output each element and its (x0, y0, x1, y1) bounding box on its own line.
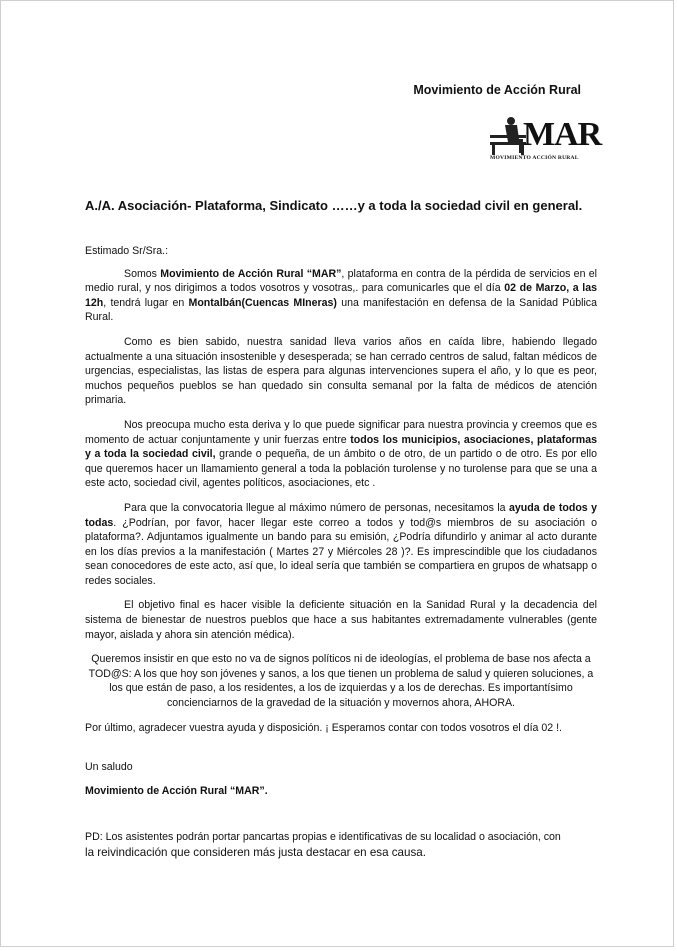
paragraph-2: Como es bien sabido, nuestra sanidad lleva varios años en caída libre, habiendo llegado actualmente a una situación insostenible y desesperada; se han cerrado centros de salud, faltan médicos de urgencias, especialistas, las listas de espera para algunas intervenciones supera el año, y lo que es peor, muchos pequeños pueblos se han quedado sin consulta semanal por la falta de médicos de atención primaria. (85, 335, 597, 407)
bold-run: Movimiento de Acción Rural “MAR” (160, 267, 342, 280)
paragraph-6: Queremos insistir en que esto no va de signos políticos ni de ideologías, el problema de base nos afecta a TOD@S: A los que hoy son jóvenes y sanos, a los que tienen un problema de salud y quieren soluciones, a los que están de paso, a los residentes, a los de izquierdas y a los de derechas. Es importantísimo concienciarnos de la gravedad de la situación y movernos ahora, AHORA. (88, 653, 594, 710)
closing-signature: Movimiento de Acción Rural “MAR”. (85, 785, 268, 797)
header-org-name: Movimiento de Acción Rural (413, 83, 581, 97)
text-run: Para que la convocatoria llegue al máximo número de personas, necesitamos la (124, 501, 510, 514)
bold-run: ayuda de todos y todas (85, 501, 597, 529)
postscript-line-1: PD: Los asistentes podrán portar pancartas propias e identificativas de su localidad o asociación, con (85, 831, 561, 843)
bold-run: todos los municipios, asociaciones, plataformas y a toda la sociedad civil, (85, 433, 597, 461)
bold-run: 02 de Marzo, a las 12h (85, 282, 597, 309)
text-run: , tendrá lugar en (103, 296, 189, 309)
text-run: , plataforma en contra de la pérdida de servicios en el medio rural, y nos dirigimos a todos vosotros y vosotras,. para comunicarles que el día (85, 267, 598, 295)
text-run: una manifestación en defensa de la Sanidad Pública Rural. (85, 296, 597, 324)
postscript-line-2: la reivindicación que consideren más justa destacar en esa causa. (85, 846, 426, 859)
text-run: . ¿Podrían, por favor, hacer llegar este correo a todos y tod@s miembros de su asociación o plataforma?. Adjuntamos igualmente un bando para su emisión, ¿Podría difundirlo y animar al acto durante en los días previos a la manifestación ( Martes 27 y Miércoles 28 )?. Es imprescindible que los ciudadanos sean conocedores de este acto, así que, lo ideal sería que también se compartiera en grupos de whatsapp o redes sociales. (85, 516, 597, 587)
greeting: Estimado Sr/Sra.: (85, 245, 169, 257)
letter-body (85, 244, 597, 745)
paragraph-5: El objetivo final es hacer visible la deficiente situación en la Sanidad Rural y la decadencia del sistema de bienestar de nuestros pueblos que hace a sus habitantes extremadamente vulnerables (gente mayor, aislada y ahora sin atención médica). (85, 599, 597, 641)
paragraph-7: Por último, agradecer vuestra ayuda y disposición. ¡ Esperamos contar con todos vosotros el día 02 !. (85, 721, 562, 734)
text-run: Nos preocupa mucho esta deriva y lo que puede significar para nuestra provincia y creemos que es momento de actuar conjuntamente y unir fuerzas entre (85, 418, 597, 446)
paragraph-4 (85, 501, 597, 589)
addressee-line: A./A. Asociación- Plataforma, Sindicato ……y a toda la sociedad civil en general. (85, 198, 583, 213)
text-run: grande o pequeña, de un ámbito o de otro, de un partido o de otro. Es por ello que queremos hacer un llamamiento general a toda la población turolense y no turolense para que se una a este acto, sociedad civil, agentes políticos, asociaciones, etc . (85, 448, 597, 490)
logo-subtitle: MOVIMIENTO ACCIÓN RURAL (490, 155, 579, 161)
bold-run: Montalbán(Cuencas MIneras) (188, 296, 337, 309)
paragraph-3 (85, 418, 597, 491)
text-run: Somos (124, 267, 161, 280)
paragraph-1 (85, 267, 597, 325)
postscript (85, 830, 597, 860)
closing-salute: Un saludo (85, 761, 133, 773)
logo-text: MAR (523, 116, 602, 153)
